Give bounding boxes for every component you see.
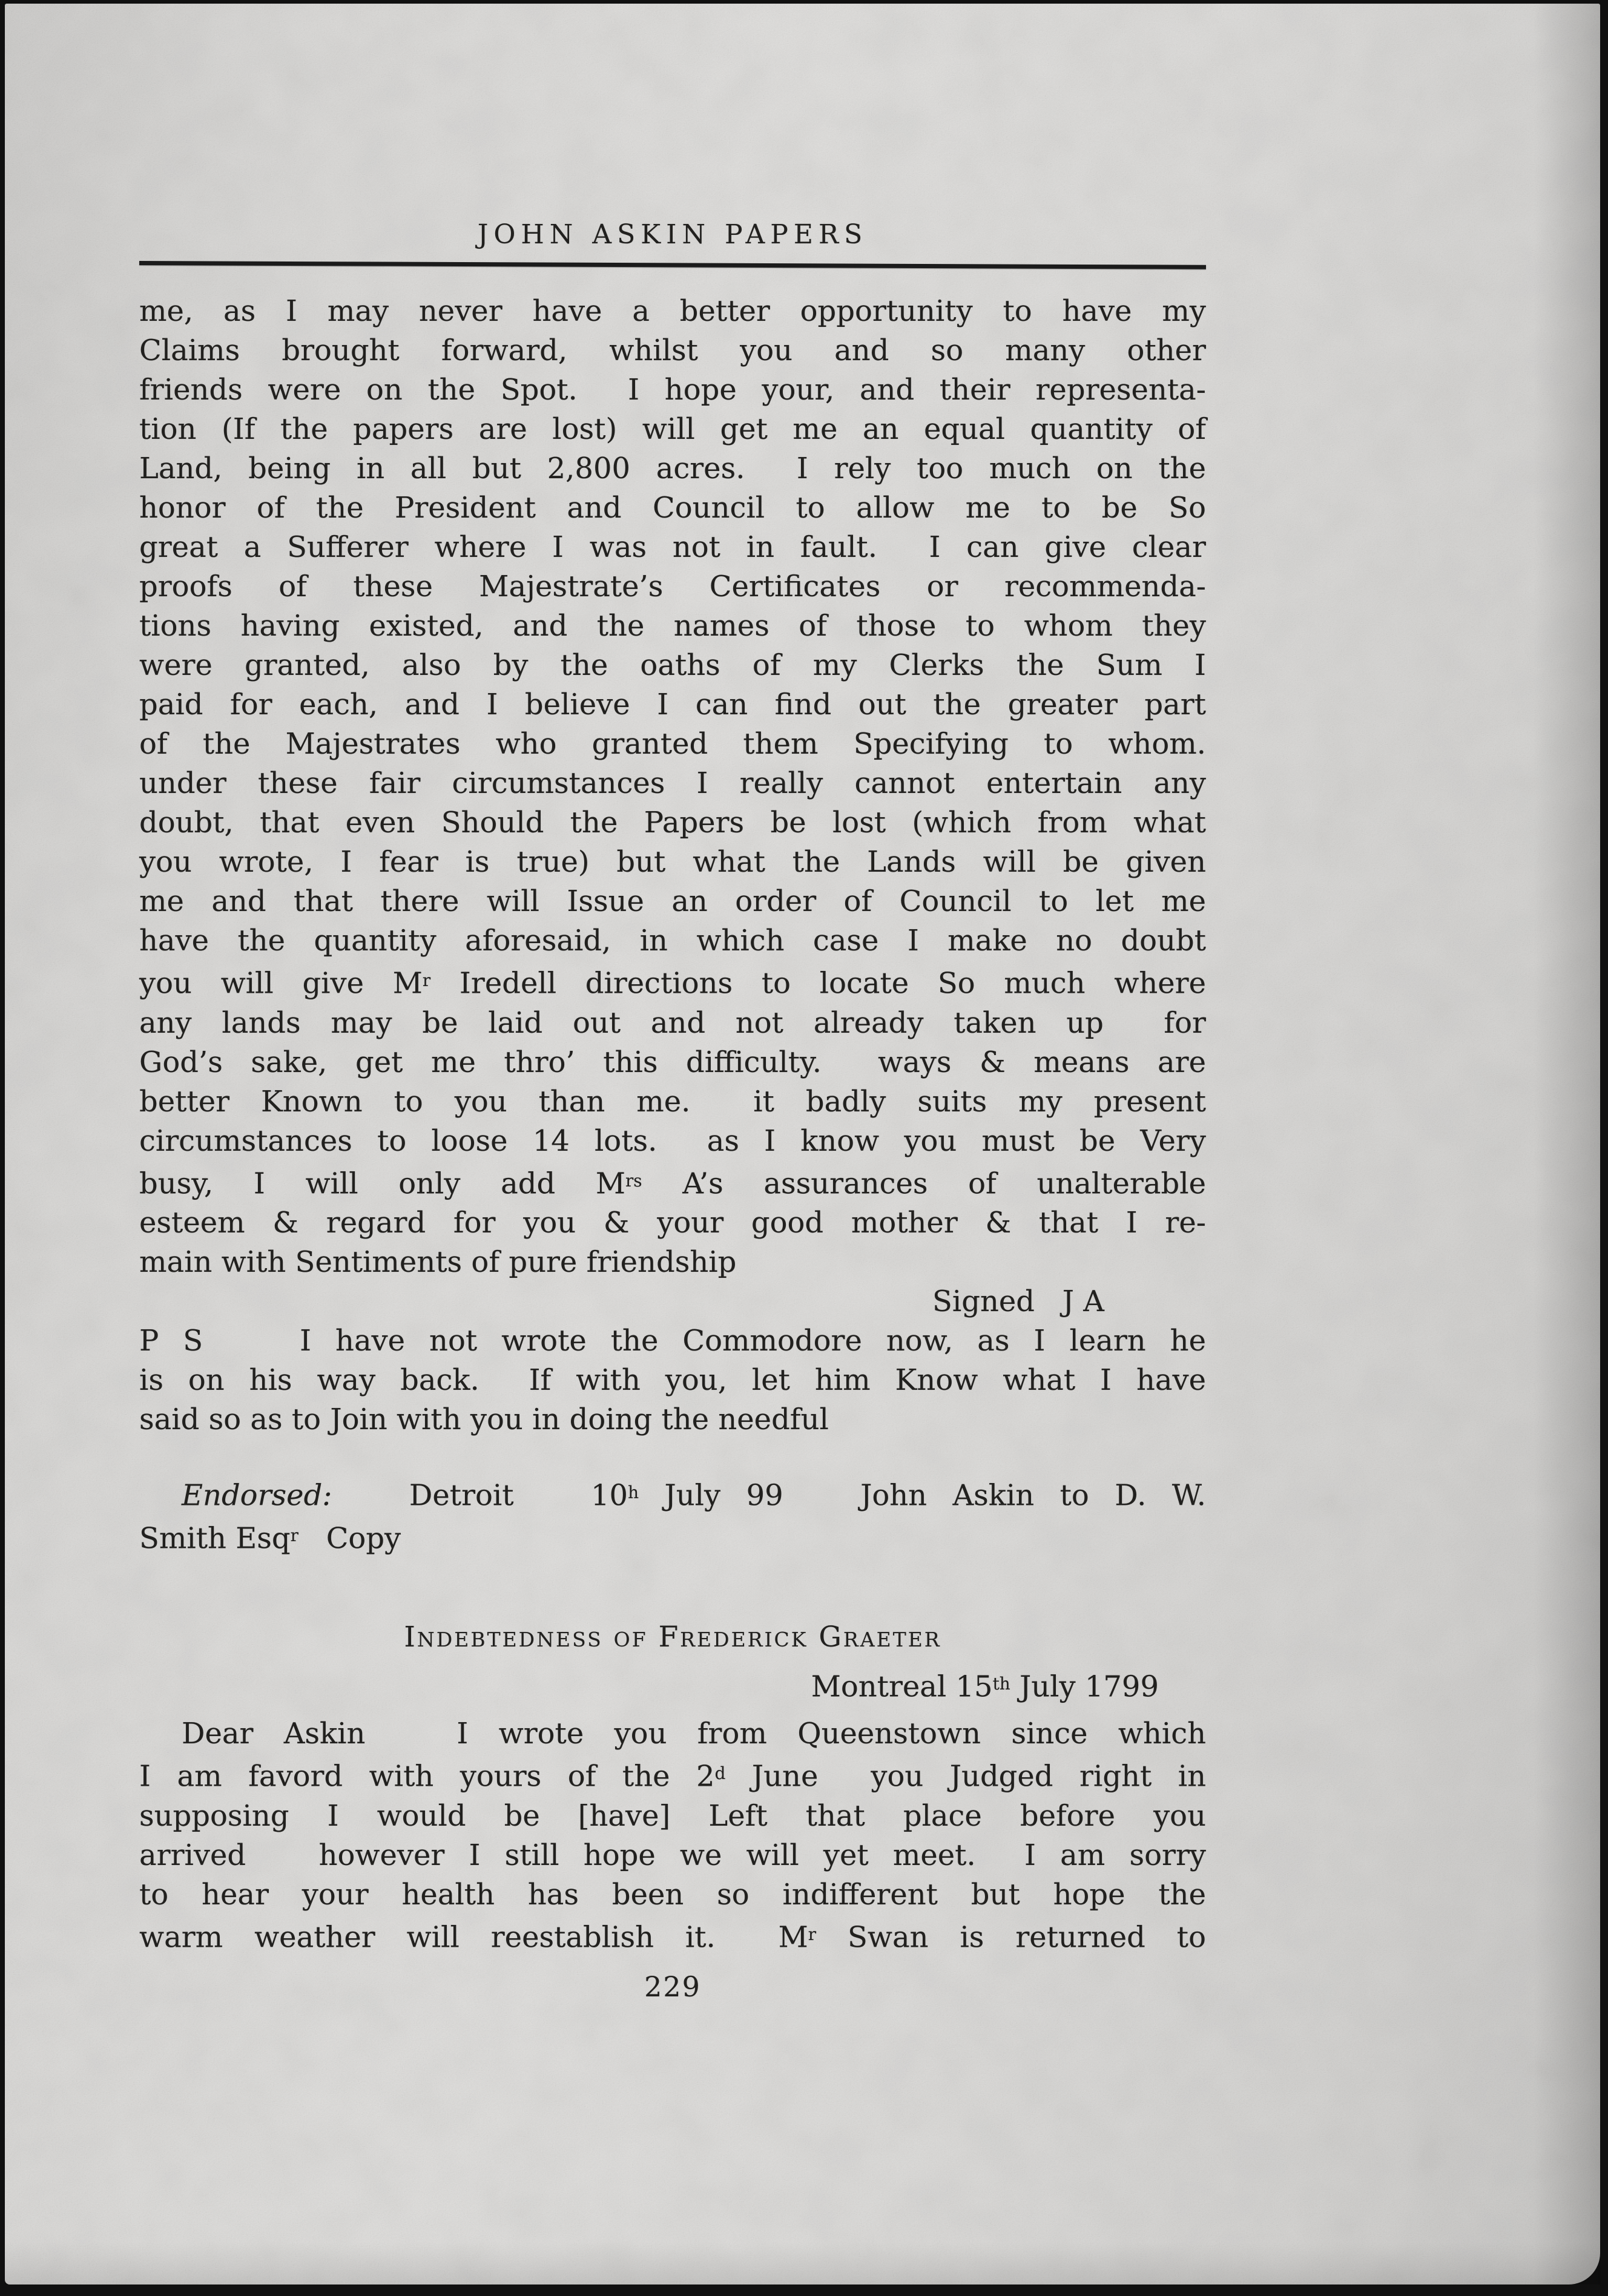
letter-line-segment: Swan is returned to xyxy=(816,1920,1206,1955)
letter-line: any lands may be laid out and not already taken up for xyxy=(139,1005,1206,1040)
letter-line-segment: busy, I will only add M xyxy=(139,1166,625,1201)
letter-line-segment: July 1799 xyxy=(1010,1669,1159,1704)
letter-line: Dear Askin I wrote you from Queenstown since which xyxy=(182,1717,1206,1751)
letter-line-segment: I am favord with yours of the 2 xyxy=(139,1760,715,1794)
letter-line xyxy=(139,961,1206,1004)
letter-line xyxy=(139,1161,1206,1204)
page-number: 229 xyxy=(644,1970,701,2003)
letter2-body xyxy=(139,1714,1206,1957)
letter-line: great a Sufferer where I was not in fault. I can give clear xyxy=(139,530,1206,564)
superscript: h xyxy=(628,1482,639,1503)
letter-line: me, as I may never have a better opportunity to have my xyxy=(139,294,1206,328)
letter-line-segment: A’s assurances of unalterable xyxy=(642,1166,1206,1201)
letter-line: supposing I would be [have] Left that place before you xyxy=(139,1799,1206,1834)
letter-line: friends were on the Spot. I hope your, and their representa- xyxy=(139,373,1206,407)
letter-line-segment: Copy xyxy=(298,1521,401,1556)
letter-line-segment: June you Judged right in xyxy=(725,1760,1206,1794)
letter-line: God’s sake, get me thro’ this difficulty. ways & means are xyxy=(139,1045,1206,1079)
letter1-body xyxy=(139,292,1206,1282)
letter-line: me and that there will Issue an order of Council to let me xyxy=(139,884,1206,918)
letter-line: were granted, also by the oaths of my Clerks the Sum I xyxy=(139,648,1206,682)
spacer xyxy=(139,1658,1206,1664)
bottom-edge-shadow xyxy=(5,2242,1600,2284)
letter-line: main with Sentiments of pure friendship xyxy=(139,1245,737,1280)
dateline xyxy=(139,1664,1206,1707)
letter-line: of the Majestrates who granted them Specifying to whom. xyxy=(139,727,1206,761)
superscript: rs xyxy=(625,1170,642,1191)
postscript xyxy=(139,1321,1206,1439)
superscript: th xyxy=(992,1673,1010,1694)
letter-line: is on his way back. If with you, let him Know what I have xyxy=(139,1363,1206,1398)
letter-line: Claims brought forward, whilst you and so many other xyxy=(139,334,1206,367)
letter-line: tions having existed, and the names of those to whom they xyxy=(139,609,1206,643)
endorsement xyxy=(139,1473,1206,1558)
letter-line: better Known to you than me. it badly suits my present xyxy=(139,1084,1206,1119)
spacer xyxy=(139,265,1206,292)
endorsed-label: Endorsed: xyxy=(182,1479,332,1513)
letter-line-segment: July 99 John Askin to D. W. xyxy=(639,1479,1207,1513)
letter-line: proofs of these Majestrate’s Certificates or recommenda- xyxy=(139,570,1206,604)
letter-line: honor of the President and Council to allow me to be So xyxy=(139,491,1206,525)
letter-line xyxy=(139,1754,1206,1797)
section-heading: Indebtedness of Frederick Graeter xyxy=(404,1620,941,1654)
right-edge-shadow xyxy=(1534,4,1600,2284)
endorsement-line xyxy=(139,1473,1206,1516)
letter-line-segment: you will give M xyxy=(139,966,423,1001)
letter-line: P S I have not wrote the Commodore now, as I learn he xyxy=(139,1324,1206,1358)
letter-line: you wrote, I fear is true) but what the Lands will be given xyxy=(139,845,1206,879)
letter-line: to hear your health has been so indifferent but hope the xyxy=(139,1878,1206,1912)
letter-line-segment: Smith Esq xyxy=(139,1521,291,1556)
letter-line: doubt, that even Should the Papers be lost (which from what xyxy=(139,806,1206,840)
spacer xyxy=(139,1559,1206,1617)
letter-line: circumstances to loose 14 lots. as I know you must be Very xyxy=(139,1123,1206,1158)
letter-line: Land, being in all but 2,800 acres. I rely too much on the xyxy=(139,452,1206,485)
letter-line: tion (If the papers are lost) will get me an equal quantity of xyxy=(139,412,1206,446)
signature-line: Signed J A xyxy=(932,1285,1104,1319)
text-column xyxy=(139,217,1206,2007)
book-page xyxy=(5,4,1600,2284)
letter-line: arrived however I still hope we will yet meet. I am sorry xyxy=(139,1838,1206,1873)
letter-line: under these fair circumstances I really cannot entertain any xyxy=(139,766,1206,800)
spacer xyxy=(139,1439,1206,1473)
letter-line: esteem & regard for you & your good mother & that I re- xyxy=(139,1206,1206,1240)
superscript: r xyxy=(422,970,431,990)
superscript: d xyxy=(714,1763,726,1784)
running-head: JOHN ASKIN PAPERS xyxy=(477,219,868,250)
spacer xyxy=(139,1706,1206,1714)
letter-line: paid for each, and I believe I can find out the greater part xyxy=(139,688,1206,722)
letter-line-segment: Iredell directions to locate So much where xyxy=(430,966,1207,1001)
letter-line-segment: warm weather will reestablish it. M xyxy=(139,1920,808,1955)
letter-line: said so as to Join with you in doing the needful xyxy=(139,1403,829,1437)
letter-line-segment: Montreal 15 xyxy=(811,1669,993,1704)
letter-line: have the quantity aforesaid, in which case I make no doubt xyxy=(139,924,1206,958)
spacer xyxy=(139,1958,1206,1967)
superscript: r xyxy=(808,1924,817,1945)
letter-line-segment: Detroit 10 xyxy=(332,1479,628,1513)
letter-line xyxy=(139,1915,1206,1958)
endorsement-line xyxy=(139,1516,1206,1559)
superscript: r xyxy=(290,1525,298,1546)
